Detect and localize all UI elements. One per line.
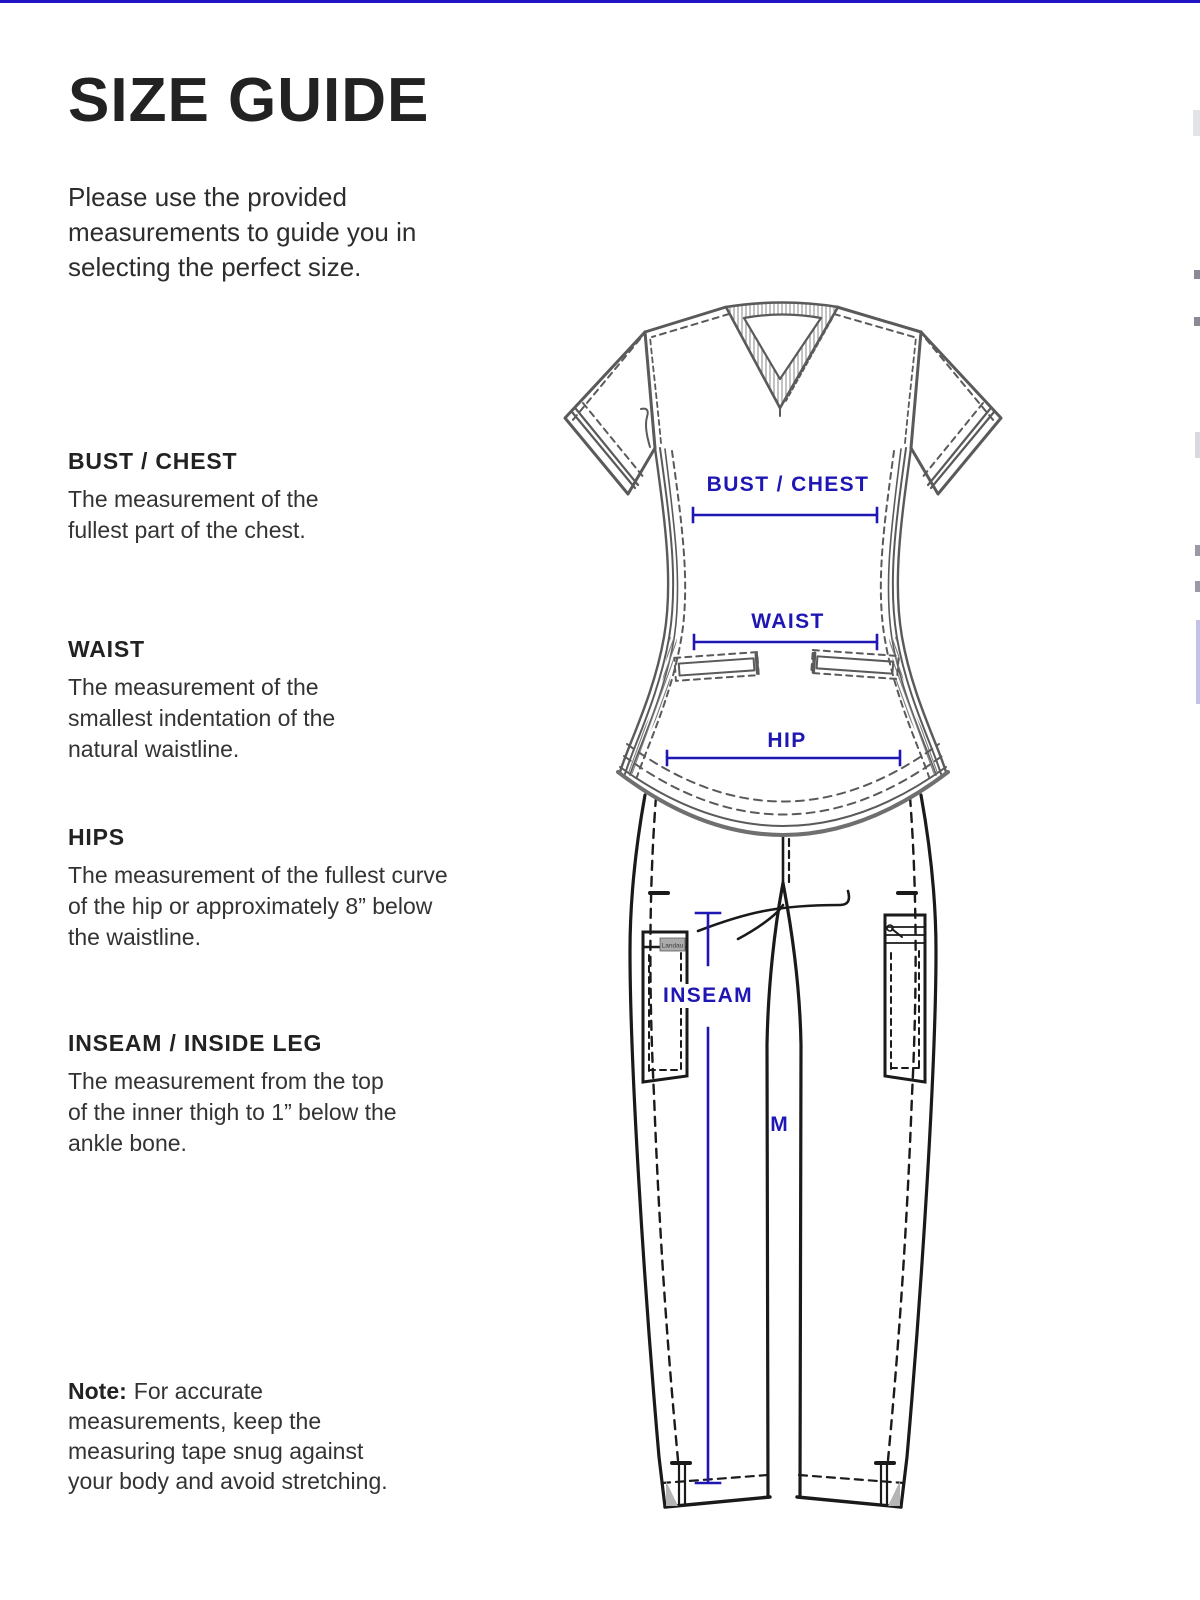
edge-artifact <box>1195 581 1200 592</box>
page-title: SIZE GUIDE <box>68 66 430 135</box>
section-waist <box>68 636 368 765</box>
edge-artifact <box>1195 432 1200 458</box>
note-body: For accurate measurements, keep the measuring tape snug against your body and avoid stretching. <box>68 1378 388 1494</box>
edge-artifact <box>1193 110 1200 136</box>
waist-measure-label: WAIST <box>751 610 825 633</box>
note-label: Note: <box>68 1378 127 1404</box>
scrub-pants-drawing <box>630 795 936 1507</box>
edge-artifact <box>1194 317 1200 326</box>
section-heading: HIPS <box>68 824 125 850</box>
page-top-border <box>0 0 1200 3</box>
edge-artifact <box>1194 270 1200 279</box>
edge-artifact <box>1195 545 1200 556</box>
section-heading: INSEAM / INSIDE LEG <box>68 1030 323 1056</box>
scrub-top-drawing <box>565 302 1001 835</box>
section-heading: BUST / CHEST <box>68 448 238 474</box>
cargo-pocket-right <box>885 915 925 1082</box>
section-body: The measurement of the fullest part of the chest. <box>68 486 319 543</box>
size-marker-label: M <box>770 1113 788 1136</box>
note-text <box>68 1376 413 1496</box>
inseam-measure-label: INSEAM <box>657 984 759 1008</box>
edge-artifact <box>1196 620 1200 704</box>
section-bust-chest <box>68 448 368 546</box>
section-hips <box>68 824 448 953</box>
bust-measure-label: BUST / CHEST <box>706 473 870 496</box>
pocket-brand-tag: Landau <box>661 942 684 950</box>
garment-line-art <box>540 275 1020 1555</box>
intro-text: Please use the provided measurements to guide you in selecting the perfect size. <box>68 182 417 282</box>
section-inseam <box>68 1030 408 1159</box>
section-heading: WAIST <box>68 636 145 662</box>
hip-measure-label: HIP <box>767 729 807 752</box>
section-body: The measurement of the smallest indentation of the natural waistline. <box>68 674 336 762</box>
section-body: The measurement from the top of the inner thigh to 1” below the ankle bone. <box>68 1068 397 1156</box>
section-body: The measurement of the fullest curve of the hip or approximately 8” below the waistline. <box>68 862 448 950</box>
